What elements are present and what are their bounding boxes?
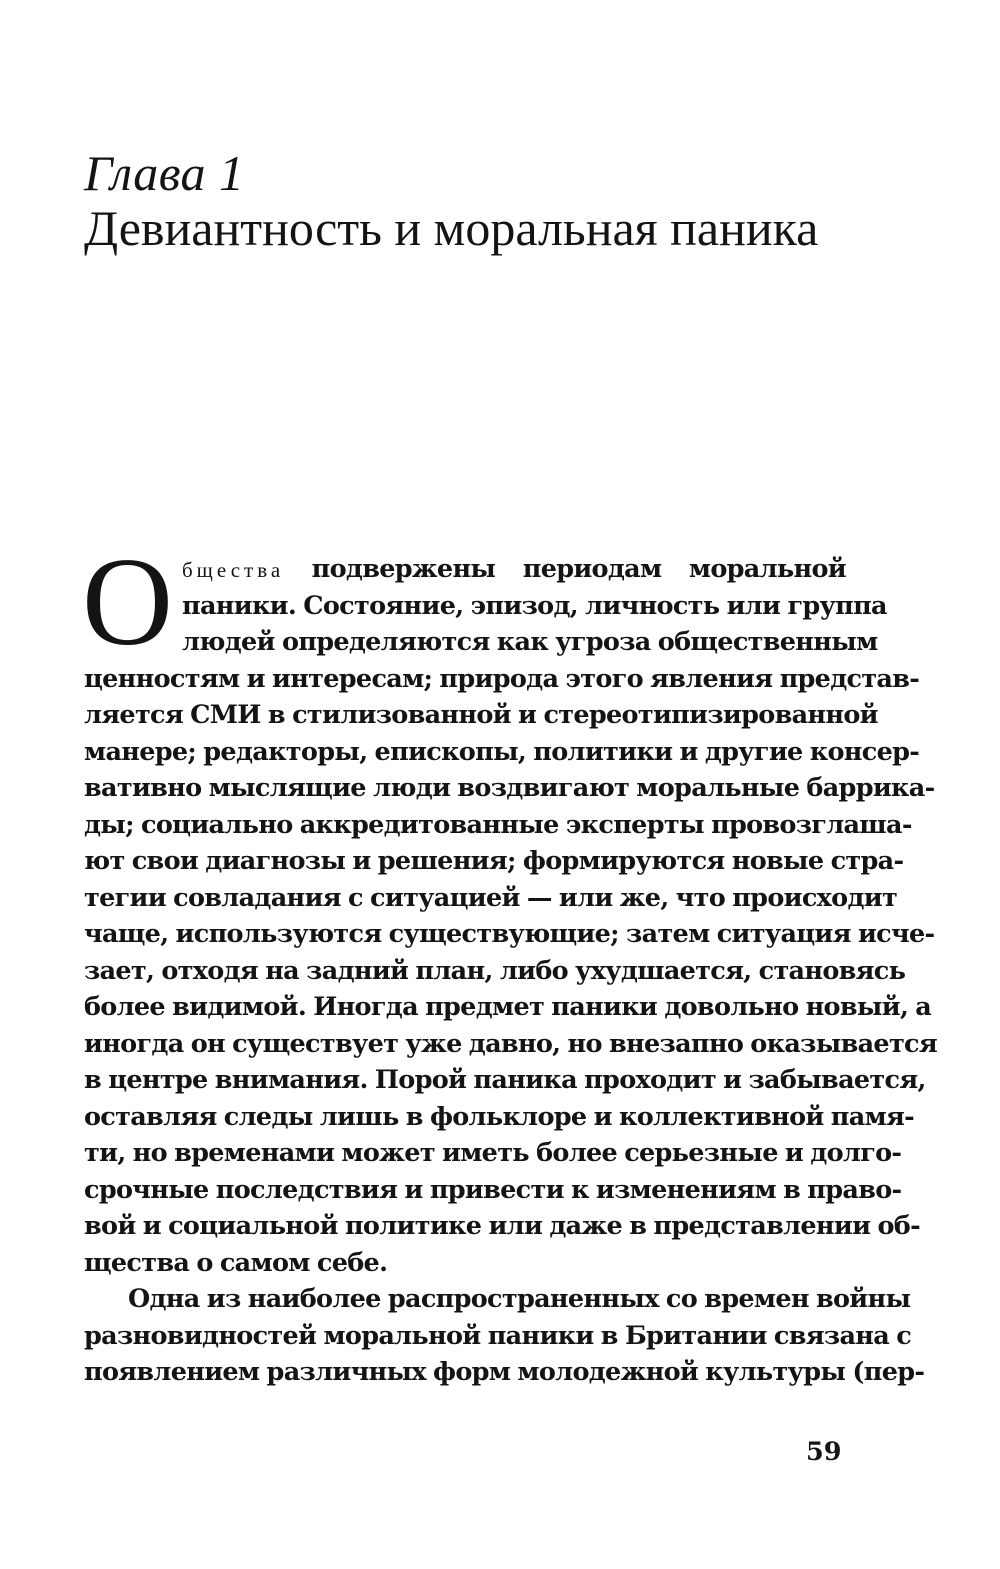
paragraph-1-line: срочные последствия и привести к изменениям в право- xyxy=(84,1174,902,1205)
page-number: 59 xyxy=(806,1437,842,1467)
paragraph-1-line: паники. Состояние, эпизод, личность или группа xyxy=(182,590,887,621)
paragraph-1-line: вой и социальной политике или даже в представлении об- xyxy=(84,1211,920,1241)
chapter-title: Девиантность и моральная паника xyxy=(84,200,819,256)
paragraph-1-line: щества о самом себе. xyxy=(84,1247,388,1278)
paragraph-1-line: манере; редакторы, епископы, политики и другие консер- xyxy=(84,736,920,767)
paragraph-1-line: ценностям и интересам; природа этого явления представ- xyxy=(84,663,920,694)
paragraph-2-line: Одна из наиболее распространенных со времен войны xyxy=(128,1284,911,1314)
paragraph-1-line: ды; социально аккредитованные эксперты провозглаша- xyxy=(84,809,912,840)
paragraph-1-line: оставляя следы лишь в фольклоре и коллективной памя- xyxy=(84,1101,915,1132)
paragraph-1-line: ляется СМИ в стилизованной и стереотипизированной xyxy=(84,700,878,730)
paragraph-2-line: появлением различных форм молодежной культуры (пер- xyxy=(84,1357,925,1387)
paragraph-1-line: более видимой. Иногда предмет паники довольно новый, а xyxy=(84,992,932,1022)
paragraph-1-line: в центре внимания. Порой паника проходит и забывается, xyxy=(84,1065,926,1095)
chapter-number: Глава 1 xyxy=(84,145,245,201)
drop-cap: О xyxy=(82,533,173,672)
paragraph-1-line: бщества подвержены периодам моральной xyxy=(182,554,846,584)
paragraph-1-line: вативно мыслящие люди воздвигают моральные баррика- xyxy=(84,773,935,803)
paragraph-2-line: разновидностей моральной паники в Британии связана с xyxy=(84,1320,912,1351)
chapter-body-text xyxy=(84,551,938,1391)
paragraph-1-line: тегии совладания с ситуацией — или же, что происходит xyxy=(84,882,898,913)
paragraph-1-line: чаще, используются существующие; затем ситуация исче- xyxy=(84,919,935,949)
paragraph-1-line: ют свои диагнозы и решения; формируются новые стра- xyxy=(84,846,904,876)
paragraph-1-line: ти, но временами может иметь более серьезные и долго- xyxy=(84,1138,902,1168)
paragraph-1-line: людей определяются как угроза общественным xyxy=(182,627,878,657)
lead-word-small-caps: бщества xyxy=(182,558,285,582)
paragraph-1-line: зает, отходя на задний план, либо ухудшается, становясь xyxy=(84,955,906,986)
paragraph-1-line: иногда он существует уже давно, но внезапно оказывается xyxy=(84,1028,938,1059)
